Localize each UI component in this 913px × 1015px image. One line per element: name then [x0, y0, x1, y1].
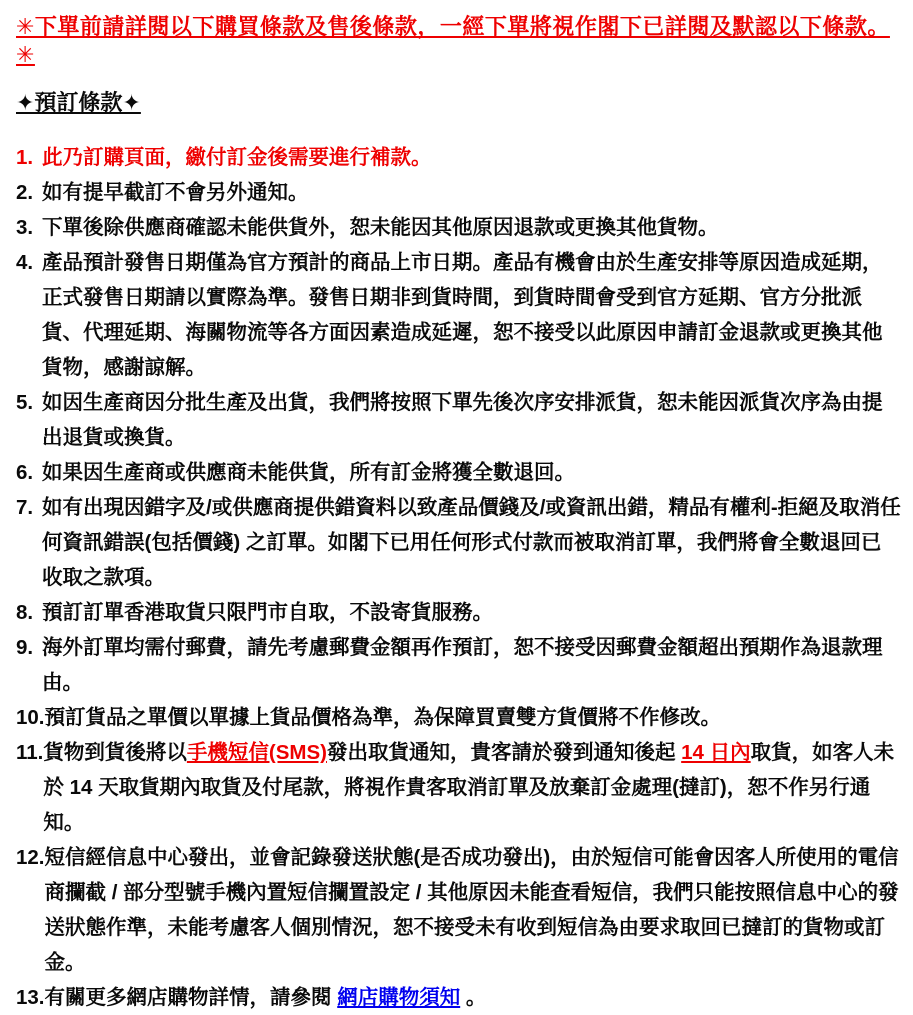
term-text-segment: 如有出現因錯字及/或供應商提供錯資料以致產品價錢及/或資訊出錯，精品有權利-拒絕及取消任何資訊錯誤(包括價錢) 之訂單。如閣下已用任何形式付款而被取消訂單，我們將會全數退回已收取之款項。: [42, 496, 901, 589]
term-text: [45, 840, 902, 980]
term-text-segment: 短信經信息中心發出，並會記錄發送狀態(是否成功發出)，由於短信可能會因客人所使用的電信商攔截 / 部分型號手機內置短信攔置設定 / 其他原因未能查看短信，我們只能按照信息中心的發送狀態作準，未能考慮客人個別情況，恕不接受未有收到短信為由要求取回已撻訂的貨物或訂金。: [44, 846, 899, 974]
highlighted-red-text: 手機短信(SMS): [186, 741, 327, 764]
term-text: [42, 455, 901, 490]
term-item: [16, 245, 901, 385]
term-text: [42, 630, 901, 700]
term-item: [16, 595, 901, 630]
term-item: [16, 175, 901, 210]
terms-list: [16, 140, 901, 1015]
term-text-segment: 下單後除供應商確認未能供貨外，恕未能因其他原因退款或更換其他貨物。: [42, 216, 719, 239]
term-text: [42, 385, 901, 455]
purchase-warning-title: ✳下單前請詳閱以下購買條款及售後條款，一經下單將視作閣下已詳閱及默認以下條款。✳: [16, 14, 890, 67]
term-number: 1.: [16, 146, 34, 169]
term-text: [42, 245, 901, 385]
term-text-segment: 。: [460, 986, 487, 1009]
term-text-segment: 如果因生產商或供應商未能供貨，所有訂金將獲全數退回。: [42, 461, 575, 484]
term-number: 12.: [16, 846, 45, 869]
term-item: [16, 630, 901, 700]
term-item: [16, 735, 901, 840]
term-number: 6.: [16, 461, 34, 484]
term-text: [42, 210, 901, 245]
term-item: [16, 385, 901, 455]
term-number: 7.: [16, 496, 34, 519]
term-text-segment: 此乃訂購頁面，繳付訂金後需要進行補款。: [42, 146, 432, 169]
term-text-segment: 如有提早截訂不會另外通知。: [42, 181, 309, 204]
term-text: [45, 700, 902, 735]
term-item: [16, 490, 901, 595]
term-text: [45, 980, 902, 1015]
term-text-segment: 預訂訂單香港取貨只限門市自取，不設寄貨服務。: [42, 601, 493, 624]
term-item: [16, 700, 901, 735]
term-number: 2.: [16, 181, 34, 204]
term-text-segment: 如因生產商因分批生產及出貨，我們將按照下單先後次序安排派貨，恕未能因派貨次序為由提出退貨或換貨。: [42, 391, 883, 449]
term-item: [16, 455, 901, 490]
term-text-segment: 產品預計發售日期僅為官方預計的商品上市日期。產品有機會由於生產安排等原因造成延期，正式發售日期請以實際為準。發售日期非到貨時間，到貨時間會受到官方延期、官方分批派貨、代理延期、海關物流等各方面因素造成延遲，恕不接受以此原因申請訂金退款或更換其他貨物，感謝諒解。: [42, 251, 883, 379]
term-text: [43, 735, 901, 840]
term-text-segment: 預訂貨品之單價以單據上貨品價格為準，為保障買賣雙方貨價將不作修改。: [44, 706, 721, 729]
term-number: 10.: [16, 706, 45, 729]
highlighted-red-text: 14 日內: [681, 741, 751, 764]
term-number: 8.: [16, 601, 34, 624]
term-number: 11.: [16, 741, 44, 764]
term-number: 4.: [16, 251, 34, 274]
term-text: [42, 175, 901, 210]
term-item: [16, 840, 901, 980]
term-number: 3.: [16, 216, 34, 239]
term-text-segment: 發出取貨通知，貴客請於發到通知後起: [326, 741, 682, 764]
preorder-terms-section-header: ✦預訂條款✦: [16, 90, 141, 115]
term-item: [16, 140, 901, 175]
term-text: [42, 140, 901, 175]
term-text: [42, 595, 901, 630]
term-text-segment: 貨物到貨後將以: [43, 741, 187, 764]
term-number: 9.: [16, 636, 34, 659]
term-text: [42, 490, 901, 595]
shop-notice-link[interactable]: 網店購物須知: [337, 986, 461, 1009]
term-text-segment: 取貨，如客人未於 14 天取貨期內取貨及付尾款，將視作貴客取消訂單及放棄訂金處理(撻訂)，恕不作另行通知。: [43, 741, 895, 834]
term-item: [16, 980, 901, 1015]
term-item: [16, 210, 901, 245]
term-number: 13.: [16, 986, 45, 1009]
term-number: 5.: [16, 391, 34, 414]
term-text-segment: 有關更多網店購物詳情，請參閱: [44, 986, 338, 1009]
term-text-segment: 海外訂單均需付郵費，請先考慮郵費金額再作預訂，恕不接受因郵費金額超出預期作為退款理由。: [42, 636, 883, 694]
